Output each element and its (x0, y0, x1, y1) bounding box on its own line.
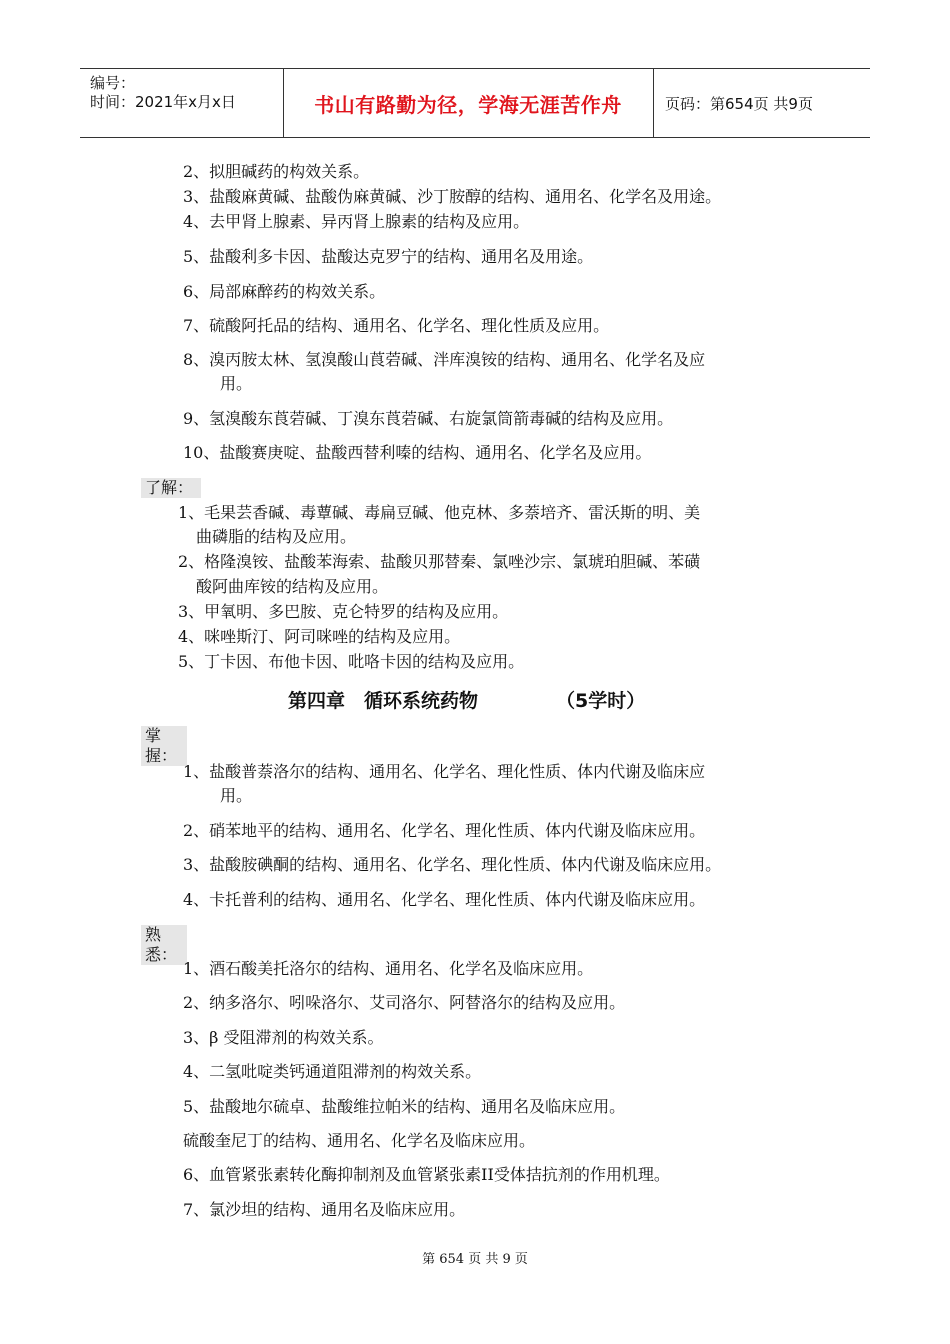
motto-text: 书山有路勤为径，学海无涯苦作舟 (314, 92, 622, 117)
list-item: 8、溴丙胺太林、氢溴酸山莨菪碱、泮库溴铵的结构、通用名、化学名及应 (183, 350, 706, 369)
list-item: 5、盐酸地尔硫卓、盐酸维拉帕米的结构、通用名及临床应用。 (183, 1097, 626, 1116)
document-header (80, 68, 870, 138)
list-item: 10、盐酸赛庚啶、盐酸西替利嗪的结构、通用名、化学名及应用。 (183, 443, 652, 462)
list-item: 7、氯沙坦的结构、通用名及临床应用。 (183, 1200, 466, 1219)
list-item: 1、毛果芸香碱、毒蕈碱、毒扁豆碱、他克林、多萘培齐、雷沃斯的明、美 (178, 503, 701, 522)
doc-id-label: 编号： (90, 74, 136, 92)
list-item-continuation: 用。 (220, 786, 253, 805)
list-item: 4、二氢吡啶类钙通道阻滞剂的构效关系。 (183, 1062, 482, 1081)
list-item: 3、盐酸胺碘酮的结构、通用名、化学名、理化性质、体内代谢及临床应用。 (183, 855, 722, 874)
doc-date: 时间：2021年x月x日 (90, 93, 236, 111)
list-item: 6、局部麻醉药的构效关系。 (183, 282, 386, 301)
list-item: 4、卡托普利的结构、通用名、化学名、理化性质、体内代谢及临床应用。 (183, 890, 706, 909)
list-item: 3、甲氧明、多巴胺、克仑特罗的结构及应用。 (178, 602, 509, 621)
understand-label: 了解： (141, 478, 201, 498)
list-item: 2、格隆溴铵、盐酸苯海索、盐酸贝那替秦、氯唑沙宗、氯琥珀胆碱、苯磺 (178, 552, 701, 571)
list-item: 5、盐酸利多卡因、盐酸达克罗宁的结构、通用名及用途。 (183, 247, 594, 266)
list-item: 4、去甲肾上腺素、异丙肾上腺素的结构及应用。 (183, 212, 530, 231)
page-indicator: 页码：第654页 共9页 (665, 94, 813, 113)
chapter-title: 第四章 循环系统药物 (288, 690, 479, 712)
list-item: 9、氢溴酸东莨菪碱、丁溴东莨菪碱、右旋氯筒箭毒碱的结构及应用。 (183, 409, 674, 428)
list-item: 3、β 受阻滞剂的构效关系。 (183, 1028, 384, 1047)
chapter-hours: （5学时） (556, 690, 646, 712)
master-label: 掌握： (141, 726, 187, 766)
list-item: 5、丁卡因、布他卡因、吡咯卡因的结构及应用。 (178, 652, 525, 671)
page-footer: 第 654 页 共 9 页 (422, 1252, 528, 1267)
list-item: 2、纳多洛尔、吲哚洛尔、艾司洛尔、阿替洛尔的结构及应用。 (183, 993, 626, 1012)
header-page-cell (653, 69, 870, 137)
list-item-continuation: 用。 (220, 374, 253, 393)
list-item-continuation: 曲磷脂的结构及应用。 (196, 527, 357, 546)
list-item: 硫酸奎尼丁的结构、通用名、化学名及临床应用。 (183, 1131, 536, 1150)
header-motto-cell (283, 69, 654, 137)
header-meta-cell (80, 69, 284, 137)
list-item: 4、咪唑斯汀、阿司咪唑的结构及应用。 (178, 627, 461, 646)
familiar-label: 熟悉： (141, 925, 187, 965)
list-item: 1、酒石酸美托洛尔的结构、通用名、化学名及临床应用。 (183, 959, 594, 978)
list-item: 3、盐酸麻黄碱、盐酸伪麻黄碱、沙丁胺醇的结构、通用名、化学名及用途。 (183, 187, 722, 206)
list-item-continuation: 酸阿曲库铵的结构及应用。 (196, 577, 389, 596)
list-item: 7、硫酸阿托品的结构、通用名、化学名、理化性质及应用。 (183, 316, 610, 335)
list-item: 2、硝苯地平的结构、通用名、化学名、理化性质、体内代谢及临床应用。 (183, 821, 706, 840)
chapter-heading (288, 686, 645, 713)
list-item: 2、拟胆碱药的构效关系。 (183, 162, 370, 181)
list-item: 6、血管紧张素转化酶抑制剂及血管紧张素II受体拮抗剂的作用机理。 (183, 1165, 670, 1184)
list-item: 1、盐酸普萘洛尔的结构、通用名、化学名、理化性质、体内代谢及临床应 (183, 762, 706, 781)
